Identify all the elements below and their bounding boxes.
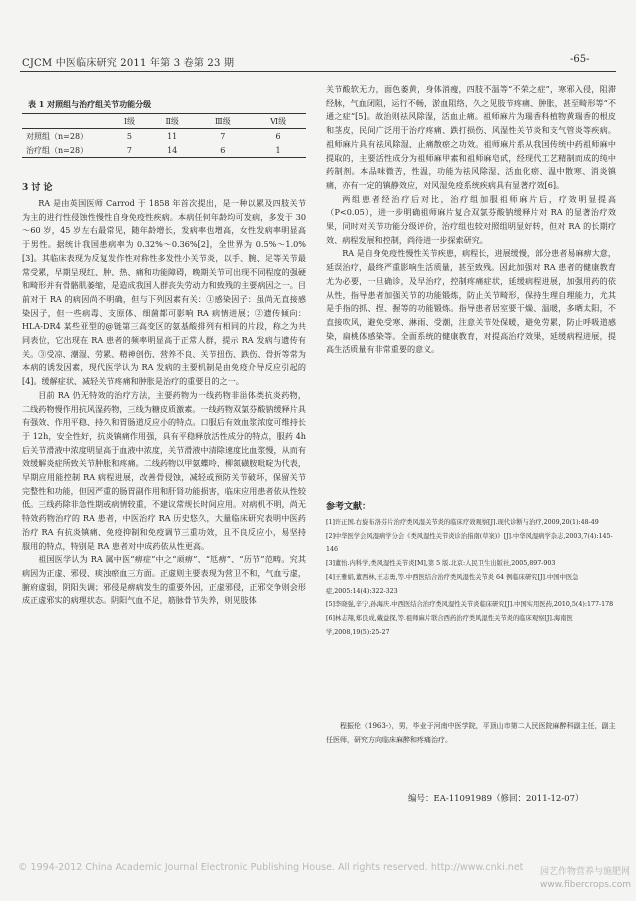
body-paragraph: 两组患者经治疗后对比，治疗组加服祖师麻片后，疗效明显提高（P<0.05），进一步明确祖师麻片复合双氯芬酸钠缓释片对 RA 的显著治疗效果，同时对关节功能分级评价，治疗组也较对照组明显好转，但对 RA 的长期疗效、病程发展和控制，尚待进一步探索研究。 xyxy=(326,193,616,245)
table-row xyxy=(22,143,306,158)
watermark: 园艺作物营养与施肥网 www.fibercrops.com xyxy=(540,867,631,890)
table-header-cell: Ⅱ级 xyxy=(149,114,196,129)
table-header-cell: Ⅵ级 xyxy=(250,114,306,129)
table-header-cell xyxy=(22,114,110,129)
reference-item: [3]董怡.内科学,类风湿性关节炎[M],第 5 版.北京:人民卫生出版社,2005,897-903 xyxy=(326,560,556,568)
body-paragraph: RA 是自身免疫性慢性关节疾患，病程长，进展缓慢，部分患者易麻痹大意，延误治疗，最终严重影响生活质量，甚至致残。因此加强对 RA 患者的健康教育尤为必要，一旦确诊，及早治疗，控制疼痛症状，延缓病程进展，加强用药的依从性，指导患者加强关节的功能锻炼，防止关节畸形，保持生理自理能力，尤其是手指的抓、捏、握等的功能锻炼。指导患者居室要干燥、温暖，多晒太阳，不直接吹风，避免受寒、淋雨、受潮，注意关节处保暖，避免劳累，防止呼吸道感染，扁桃体感染等。全面系统的健康教育，对提高治疗效果，延缓病程进展，提高生活质量有非常重要的意义。 xyxy=(326,248,616,355)
table-header-cell: Ⅲ级 xyxy=(196,114,251,129)
table-cell: 11 xyxy=(167,131,178,141)
table-cell: 治疗组（n=28） xyxy=(22,143,110,158)
body-paragraph: 祖国医学认为 RA 属中医“痹症”中之“顽痹”、“尪痹”、“历节”范畴。究其病因为正虚、邪侵、痰浊瘀血三方面。正虚则主要表现为营卫不和，气血亏虚，腑府虚弱，阴阳失调；邪侵是痹病发生的重要外因，正虚邪侵，正邪交争则会形成正虚邪实的病理状态。阴阳气血不足，筋脉骨节失养，则见肢体 xyxy=(22,554,306,606)
article-id: 编号：EA-11091989（修回：2011-12-07） xyxy=(408,794,584,804)
table-cell: 对照组（n=28） xyxy=(26,131,89,141)
header-rule xyxy=(20,71,616,72)
references-heading: 参考文献： xyxy=(326,502,372,512)
table-cell: 5 xyxy=(126,131,132,141)
reference-item: [4]王雅娟,董西林,王志勇,等.中西医结合治疗类风湿性关节炎 64 例临床研究[J].中国中医急症,2005:14(4):322-323 xyxy=(326,573,579,595)
function-grade-table xyxy=(22,113,306,158)
left-column xyxy=(22,197,306,608)
page-number: -65- xyxy=(570,54,590,65)
reference-item: [1]许正国.右旋布洛芬片治疗类风湿关节炎的临床疗效观察[J].现代诊断与治疗,2009,20(1):48-49 xyxy=(326,519,599,526)
table-cell: 14 xyxy=(149,143,196,158)
table-caption: 表 1 对照组与治疗组关节功能分级 xyxy=(28,99,152,109)
reference-item: [2]中华医学会风湿病学分会《类风湿性关节炎诊治指南(草案)》[J].中华风湿病学杂志,2003,7(4):145-146 xyxy=(326,532,613,554)
reference-list xyxy=(326,516,616,639)
author-bio xyxy=(326,720,616,747)
body-paragraph: 关节酸软无力，面色萎黄，身体消瘦，四肢不温等“不荣之症”，寒邪入侵，阻滞经脉，气血闭阻，运行不畅，淤血阻络，久之见肢节疼痛、肿胀，甚至畸形等“不通之症”[5]。故治则祛风除湿，活血止痛。祖师麻片为瑞香科植物黄瑞香的根皮和茎皮，民间广泛用于治疗疼痛、跌打损伤、风湿性关节炎和支气管炎等疾病。祖师麻片具有祛风除湿、止痛散瘀之功效。祖师麻片系从我国传统中药祖师麻中提取的，主要活性成分为祖师麻甲素和祖师麻皂甙，经现代工艺精制而成的纯中药制剂。本品味微苦，性温，功能为祛风除湿、活血化瘀、温中散寒、消炎镇痛，亦有一定的镇静效应，对风湿免疫系统疾病具有显著疗效[6]。 xyxy=(326,84,616,190)
reference-item: [5]李晓强,辛宁,孙海庆.中西医结合治疗类风湿性关节炎临床研究[J].中国实用医药,2010,5(4):177-178 xyxy=(326,601,614,609)
table-header-cell: Ⅰ级 xyxy=(110,114,149,129)
table-cell: 1 xyxy=(250,143,306,158)
body-paragraph: RA 是由英国医师 Carrod 于 1858 年首次提出，是一种以累及四肢关节为主的进行性侵蚀性慢性自身免疫性疾病。本病任何年龄均可发病，多发于 30～60 岁，45 岁左右最常见，随年龄增长，发病率也增高，女性发病率明显高于男性。据统计我国患病率为 0.32%～0.36%[2]，全世界为 0.5%～1.0%[3]。其临床表现为反复发作性对称性多发性小关节炎，以手、腕、足等关节最常受累，早期呈现红、肿、热、痛和功能障碍，晚期关节可出现不同程度的强硬和畸形并有骨骼肌萎缩，是造成我国人群丧失劳动力和致残的主要病因之一。目前对于 RA 的病因尚不明确，但与下列因素有关：①感染因子：虽尚无直接感染因子，但一些病毒、支原体、细菌都可影响 RA 病情进展；②遗传倾向：HLA-DR4 某些亚型的@链第三高变区的氨基酸排列有相同的片段，称之为共同表位，它出现在 RA 患者的频率明显高于正常人群，提示 RA 发病与遗传有关。③受凉、潮湿、劳累、精神创伤、营养不良、关节扭伤、跌伤、骨折等常为本病的诱发因素，现代医学认为 RA 发病的主要机制是由免疫介导反应引起的[4]。缓解症状、减轻关节疼痛和肿胀是治疗的重要目的之一。 xyxy=(22,198,306,387)
table-cell: 7 xyxy=(220,131,226,141)
body-paragraph: 目前 RA 仍无特效的治疗方法，主要药物为一线药物非甾体类抗炎药物，二线药物慢作用抗风湿药物，三线为糖皮质激素。一线药物双氯芬酸钠缓释片具有强效、作用平稳、持久和胃肠道反应小的特点。口服后有效血浆浓度可维持长于 12h，安全性好，抗炎镇痛作用强，具有平稳释放活性成分的特点，服药 4h 后关节滑液中浓度明显高于血液中浓度，关节滑液中清除速度比血浆慢，从而有效缓解炎症所致关节肿胀和疼痛。二线药物以甲氨蝶呤、柳氮磺胺吡啶为代表，早期应用能控制 RA 病程进展，改善骨侵蚀，减轻或预防关节破坏，保留关节完整性和功能，但因严重的肠胃副作用和肝肾功能损害，临床应用患者依从性较低。三线药除非急性期或病情较重，不建议常规长时间应用。对病机不明，尚无特效药物治疗的 RA 患者，中医治疗 RA 历史悠久，大量临床研究表明中医药治疗 RA 有抗炎镇痛、免疫抑制和免疫调节三重功效，且不良反应小，易坚持服用的特点，特别是 RA 患者对中成药依从性更高。 xyxy=(22,389,306,551)
table-cell: 7 xyxy=(110,143,149,158)
table-header-row xyxy=(22,114,306,129)
journal-header: CJCM 中医临床研究 2011 年第 3 卷第 23 期 xyxy=(22,58,235,69)
table-row xyxy=(22,129,306,144)
table-cell: 6 xyxy=(275,131,281,141)
table-cell: 6 xyxy=(196,143,251,158)
reference-item: [6]林志翔,郑良成,戴益探,等.祖师麻片联合西药治疗类风湿性关节炎的临床观察[J].海南医学,2008,19(5):25-27 xyxy=(326,614,573,636)
right-column xyxy=(326,83,616,357)
section-heading: 3 讨 论 xyxy=(22,183,53,193)
copyright-footer: © 1994-2012 China Academic Journal Electronic Publishing House. All rights reserved. http://www.cnki.net xyxy=(18,862,524,873)
author-bio-text: 程振伦（1963-），男，毕业于河南中医学院，平顶山市第二人民医院麻醉科副主任，副主任医师，研究方向临床麻醉和疼痛治疗。 xyxy=(326,722,616,744)
